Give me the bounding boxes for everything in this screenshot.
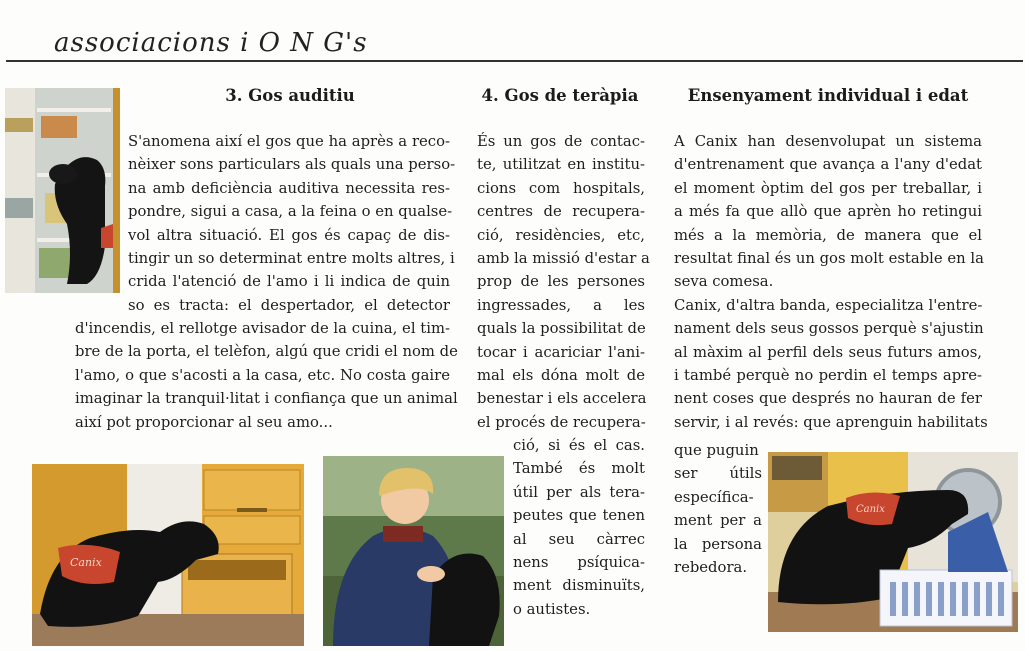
text-line: l'amo, o que s'acosti a la casa, etc. No costa gaire [75, 366, 450, 384]
photo-dog-fridge [5, 88, 120, 293]
text-line: el moment òptim del gos per treballar, i [674, 179, 982, 197]
text-line: ment per a [674, 512, 762, 530]
text-line: més a la memòria, de manera que el [674, 226, 982, 244]
text-line: na amb deficiència auditiva necessita res- [128, 179, 450, 197]
heading-gos-auditiu: 3. Gos auditiu [225, 86, 355, 105]
text-gos-terapia-narrow [513, 434, 645, 621]
text-line: ser útils [674, 465, 762, 483]
text-line: cions com hospitals, [477, 179, 645, 197]
dog-drawer-illustration [32, 464, 304, 646]
photo-child-dog [323, 456, 504, 646]
text-line: mal els dóna molt de [477, 367, 645, 385]
text-line: servir, i al revés: que aprenguin habilitats [674, 413, 988, 431]
text-line: rebedora. [674, 559, 748, 577]
text-line: quals la possibilitat de [477, 320, 646, 338]
heading-ensenyament: Ensenyament individual i edat [687, 86, 969, 105]
text-line: així pot proporcionar al seu amo... [75, 413, 333, 431]
text-line: tocar i acariciar l'ani- [477, 343, 645, 361]
text-line: al màxim al perfil dels seus futurs amos, [674, 343, 982, 361]
text-line: nent coses que després no hauran de fer [674, 390, 982, 408]
text-ensenyament-narrow [674, 439, 762, 579]
text-gos-terapia-top [477, 130, 650, 434]
text-line: tingir un so determinat entre molts altres, i [128, 250, 455, 268]
text-line: útil per als tera- [513, 483, 645, 501]
child-dog-illustration [323, 456, 504, 646]
text-line: d'incendis, el rellotge avisador de la cuina, el tim- [75, 320, 450, 337]
text-line: crida l'atenció de l'amo i li indica de quin [128, 273, 450, 291]
text-line: A Canix han desenvolupat un sistema [674, 133, 982, 150]
text-line: ció, si és el cas. [513, 437, 645, 454]
text-gos-auditiu-top [128, 130, 456, 317]
text-line: bre de la porta, el telèfon, algú que cridi el nom de [75, 343, 458, 361]
text-line: so es tracta: el despertador, el detector [128, 296, 450, 314]
text-line: amb la missió d'estar a [477, 250, 650, 268]
heading-gos-terapia: 4. Gos de teràpia [481, 86, 639, 105]
text-line: nament dels seus gossos perquè s'ajustin [674, 320, 984, 338]
photo-dog-drawer [32, 464, 304, 646]
text-line: També és molt [513, 460, 645, 478]
text-line: ment disminuïts, [513, 577, 645, 595]
text-line: d'entrenament que avança a l'any d'edat [674, 156, 982, 174]
text-line: prop de les persones [477, 273, 645, 291]
text-line: te, utilitzat en institu- [477, 156, 645, 174]
text-line: centres de recupera- [477, 203, 645, 221]
text-line: Canix, d'altra banda, especialitza l'entre- [674, 296, 983, 314]
text-line: pondre, sigui a casa, a la feina o en qualse- [128, 203, 453, 221]
text-line: i també perquè no perdin el temps apre- [674, 367, 982, 385]
text-line: o autistes. [513, 600, 591, 618]
header-rule [6, 60, 1023, 62]
text-line: el procés de recupera- [477, 413, 646, 431]
vest-label: Canix [856, 504, 885, 515]
text-line: nèixer sons particulars als quals una perso- [128, 156, 456, 174]
text-ensenyament-top [674, 130, 988, 434]
vest-label: Canix [70, 556, 102, 569]
text-line: És un gos de contac- [477, 133, 645, 150]
text-line: al seu càrrec [513, 530, 645, 548]
text-line: específica- [674, 488, 754, 506]
text-line: imaginar la tranquil·litat i confiança que un animal [75, 390, 458, 408]
text-line: ció, residències, etc, [477, 226, 645, 244]
text-line: ingressades, a les [477, 296, 645, 314]
text-line: seva comesa. [674, 273, 774, 291]
text-line: nens psíquica- [513, 554, 645, 572]
text-line: a més fa que allò que aprèn ho retingui [674, 203, 982, 221]
section-title: associacions i O N G's [54, 28, 368, 58]
dog-laundry-illustration [768, 452, 1018, 632]
dog-fridge-illustration [5, 88, 120, 293]
text-line: S'anomena així el gos que ha après a reco- [128, 133, 450, 150]
text-line: vol altra situació. El gos és capaç de dis- [128, 226, 450, 244]
photo-dog-laundry [768, 452, 1018, 632]
text-line: peutes que tenen [513, 507, 645, 525]
text-line: la persona [674, 535, 762, 553]
text-gos-auditiu-bottom [75, 317, 458, 434]
text-line: que puguin [674, 442, 759, 459]
text-line: resultat final és un gos molt estable en la [674, 250, 984, 268]
text-line: benestar i els accelera [477, 390, 647, 408]
